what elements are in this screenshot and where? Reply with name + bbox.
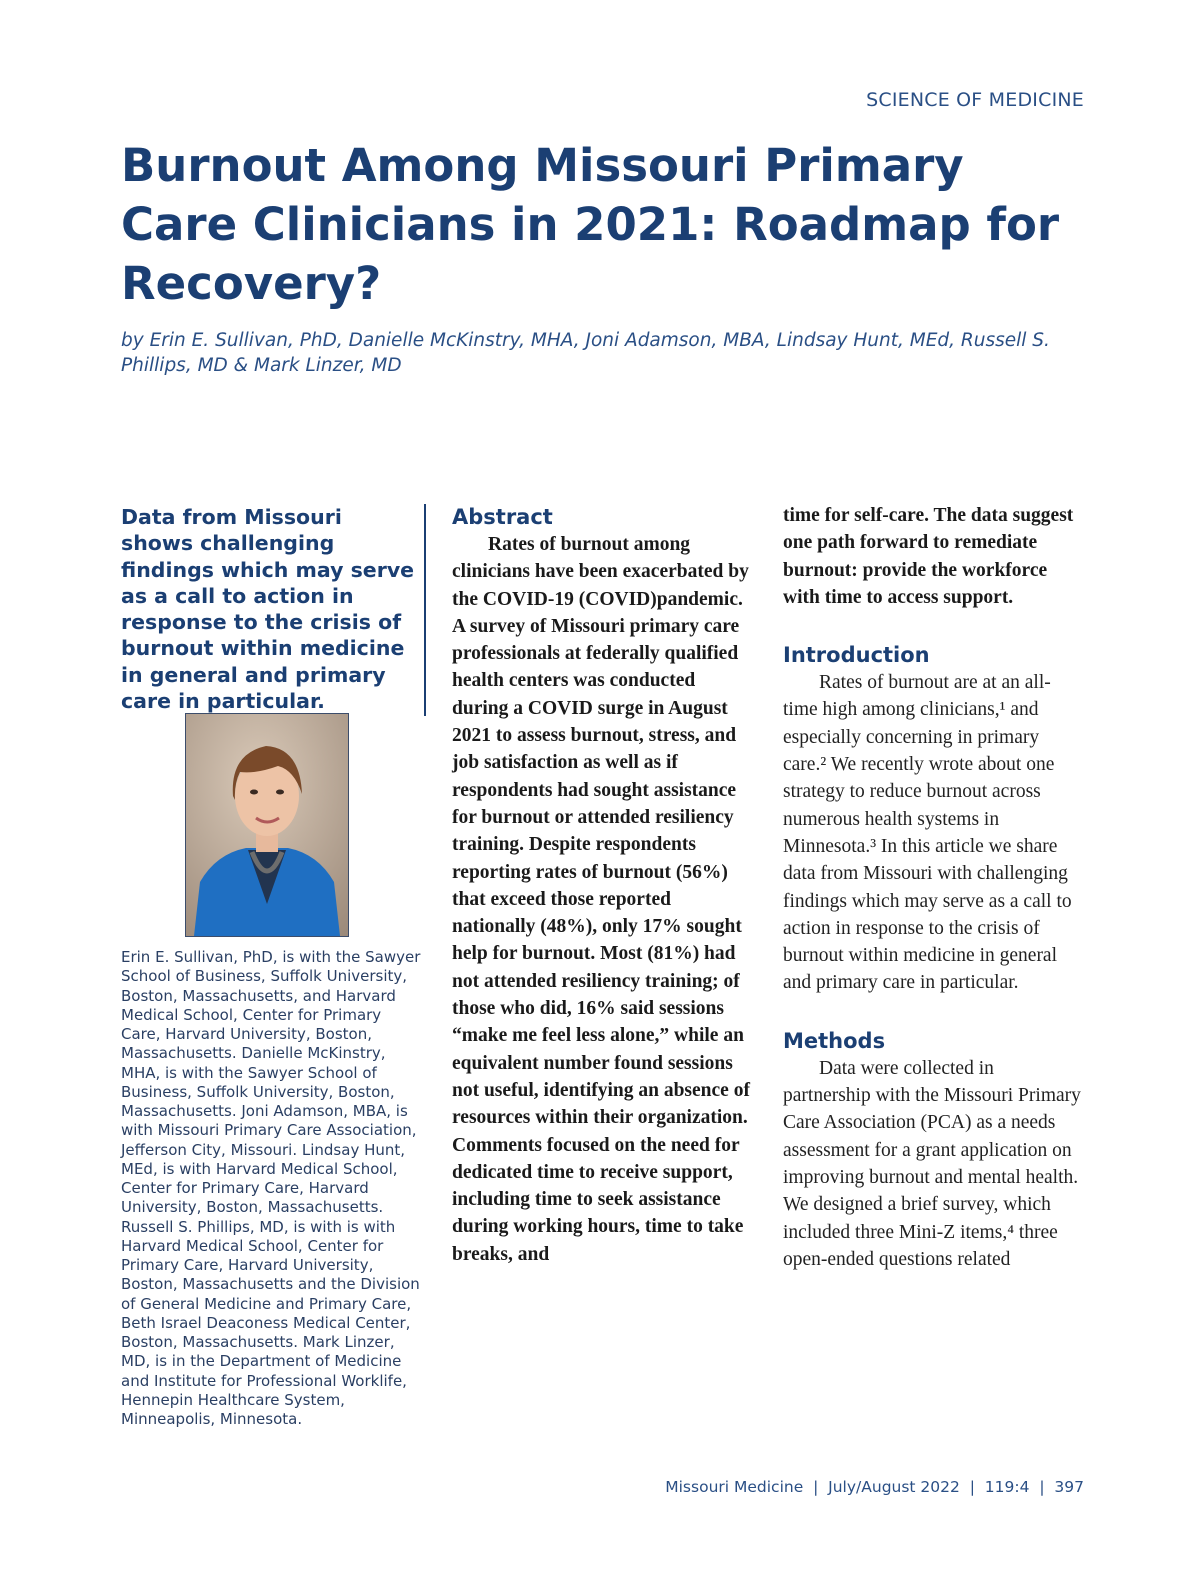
abstract-continuation: time for self-care. The data suggest one path forward to remediate burnout: provide the workforce with time to access support. — [783, 505, 1074, 608]
column-divider — [424, 504, 426, 716]
abstract-section — [452, 503, 752, 1268]
section-label: SCIENCE OF MEDICINE — [866, 89, 1084, 111]
author-photo — [185, 713, 349, 937]
abstract-heading: Abstract — [452, 505, 553, 529]
author-bio: Erin E. Sullivan, PhD, is with the Sawyer School of Business, Suffolk University, Boston, Massachusetts, and Harvard Medical School, Center for Primary Care, Harvard University, Boston, Massachusetts. Danielle McKinstry, MHA, is with the Sawyer School of Business, Suffolk University, Boston, Massachusetts. Joni Adamson, MBA, is with Missouri Primary Care Association, Jefferson City, Missouri. Lindsay Hunt, MEd, is with Harvard Medical School, Center for Primary Care, Harvard University, Boston, Massachusetts. Russell S. Phillips, MD, is with is with Harvard Medical School, Center for Primary Care, Harvard University, Boston, Massachusetts and the Division of General Medicine and Primary Care, Beth Israel Deaconess Medical Center, Boston, Massachusetts. Mark Linzer, MD, is in the Department of Medicine and Institute for Professional Worklife, Hennepin Healthcare System, Minneapolis, Minnesota. — [121, 948, 421, 1428]
introduction-body: Rates of burnout are at an all-time high among clinicians,¹ and especially concerning in primary care.² We recently wrote about one strategy to reduce burnout across numerous health systems in Minnesota.³ In this article we share data from Missouri with challenging findings which may serve as a call to action in response to the crisis of burnout within medicine in general and primary care in particular. — [783, 672, 1072, 994]
methods-heading: Methods — [783, 1028, 886, 1053]
methods-body: Data were collected in partnership with the Missouri Primary Care Association (PCA) as a needs assessment for a grant application on improving burnout and mental health. We designed a brief survey, which included three Mini-Z items,⁴ three open-ended questions related — [783, 1057, 1081, 1270]
page-footer: Missouri Medicine | July/August 2022 | 119:4 | 397 — [665, 1478, 1084, 1496]
author-byline: by Erin E. Sullivan, PhD, Danielle McKinstry, MHA, Joni Adamson, MBA, Lindsay Hunt, MEd, Russell S. Phillips, MD & Mark Linzer, MD — [121, 330, 1050, 376]
article-title: Burnout Among Missouri Primary Care Clinicians in 2021: Roadmap for Recovery? — [121, 139, 1060, 310]
pull-quote: Data from Missouri shows challenging findings which may serve as a call to action in response to the crisis of burnout within medicine in general and primary care in particular. — [121, 505, 415, 714]
abstract-body: Rates of burnout among clinicians have been exacerbated by the COVID-19 (COVID)pandemic. A survey of Missouri primary care professionals at federally qualified health centers was conducted during a COVID surge in August 2021 to assess burnout, stress, and job satisfaction as well as if respondents had sought assistance for burnout or attended resiliency training. Despite respondents reporting rates of burnout (56%) that exceed those reported nationally (48%), only 17% sought help for burnout. Most (81%) had not attended resiliency training; of those who did, 16% said sessions “make me feel less alone,” while an equivalent number found sessions not useful, identifying an absence of resources within their organization. Comments focused on the need for dedicated time to receive support, including time to seek assistance during working hours, time to take breaks, and — [452, 534, 750, 1265]
right-column — [783, 502, 1083, 1273]
introduction-heading: Introduction — [783, 643, 930, 668]
